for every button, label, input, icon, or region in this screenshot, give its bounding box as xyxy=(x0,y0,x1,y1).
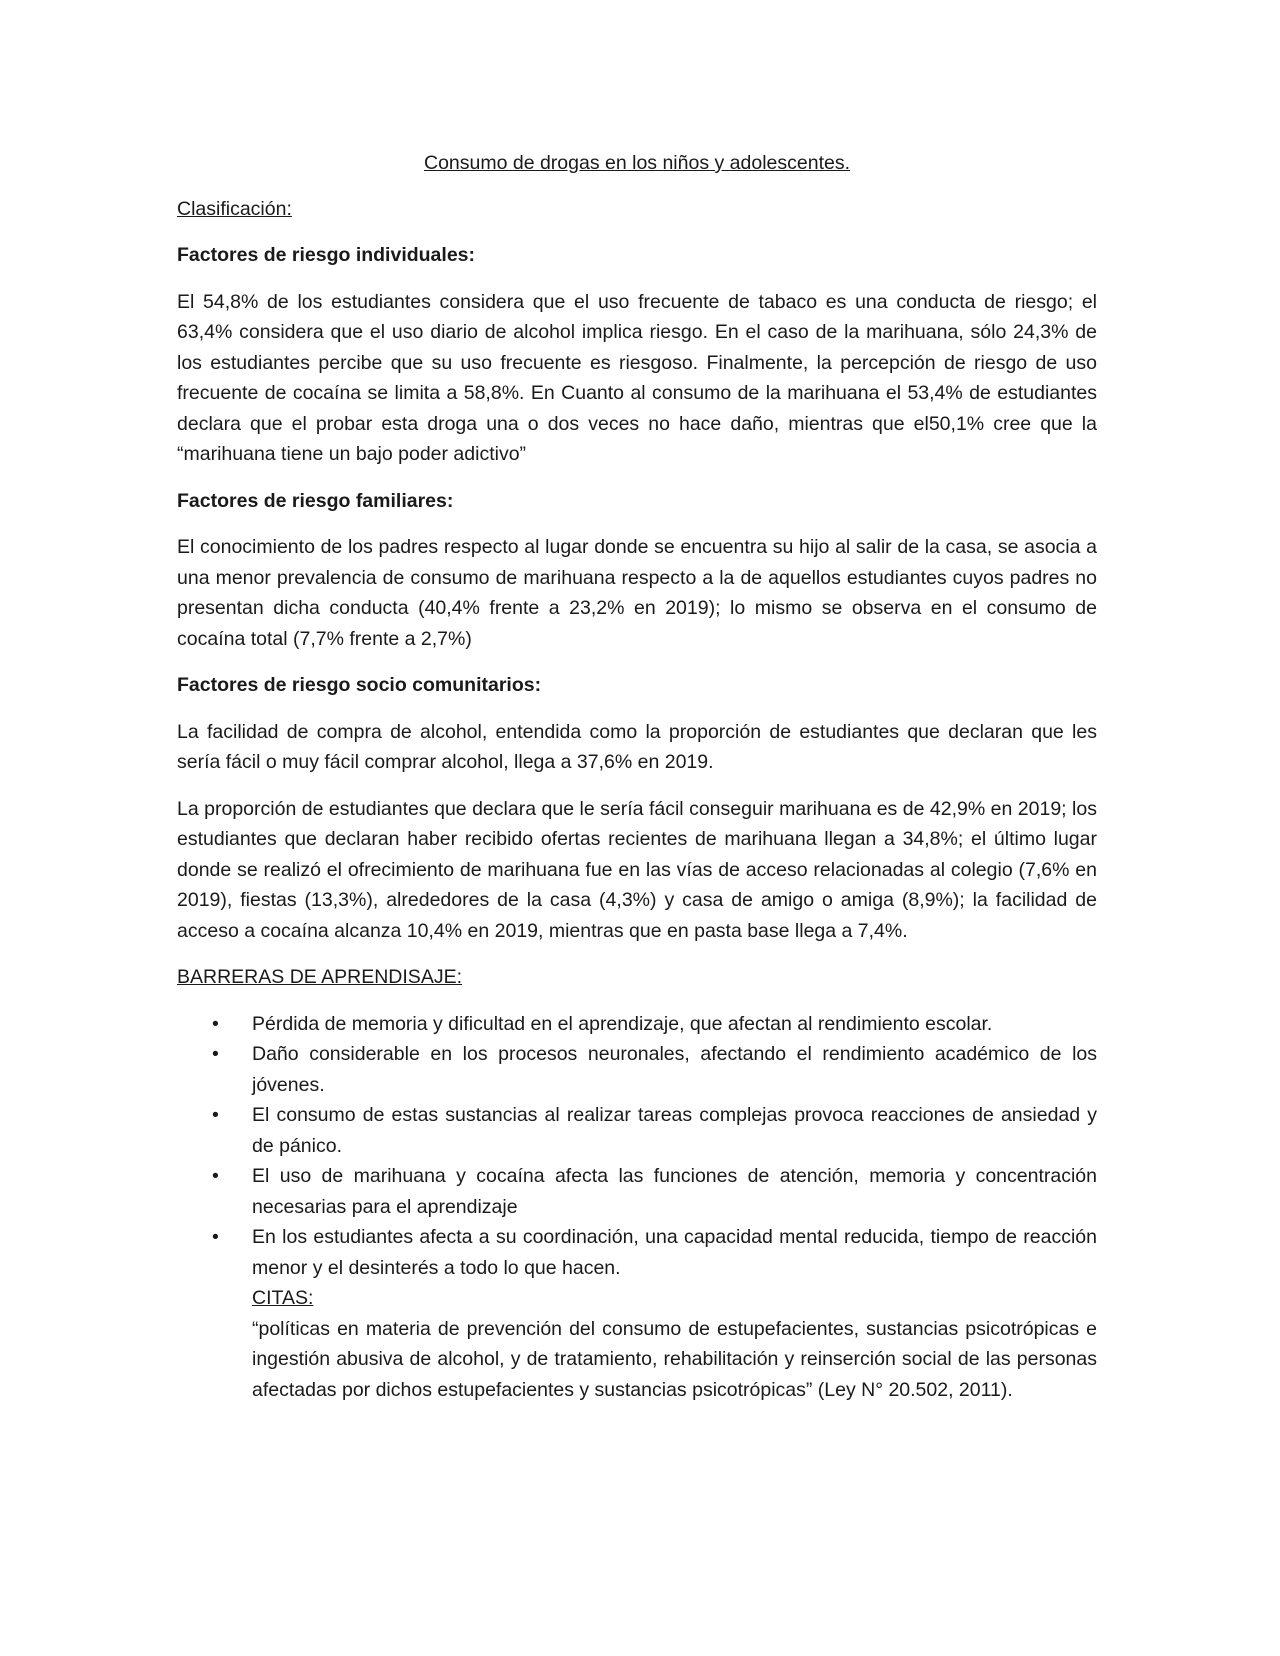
section-heading-community: Factores de riesgo socio comunitarios: xyxy=(177,674,542,696)
barriers-list xyxy=(177,1009,1097,1284)
bullet-icon: • xyxy=(212,1165,219,1187)
bullet-icon: • xyxy=(212,1226,219,1248)
list-item-text: Daño considerable en los procesos neuronales, afectando el rendimiento académico de los jóvenes. xyxy=(252,1043,1097,1096)
citations-block xyxy=(177,1283,1097,1405)
paragraph-community-alcohol: La facilidad de compra de alcohol, entendida como la proporción de estudiantes que declaran que les sería fácil o muy fácil comprar alcohol, llega a 37,6% en 2019. xyxy=(177,720,1097,773)
bullet-icon: • xyxy=(212,1043,219,1065)
citations-quote: “políticas en materia de prevención del consumo de estupefacientes, sustancias psicotrópicas e ingestión abusiva de alcohol, y de tratamiento, rehabilitación y reinserción social de las personas afectadas por dichos estupefacientes y sustancias psicotrópicas” (Ley N° 20.502, 2011). xyxy=(252,1317,1097,1401)
list-item xyxy=(177,1161,1097,1222)
section-heading-individual: Factores de riesgo individuales: xyxy=(177,244,476,266)
paragraph-individual: El 54,8% de los estudiantes considera que el uso frecuente de tabaco es una conducta de riesgo; el 63,4% considera que el uso diario de alcohol implica riesgo. En el caso de la marihuana, sólo 24,3% de los estudiantes percibe que su uso frecuente es riesgoso. Finalmente, la percepción de riesgo de uso frecuente de cocaína se limita a 58,8%. En Cuanto al consumo de la marihuana el 53,4% de estudiantes declara que el probar esta droga una o dos veces no hace daño, mientras que el50,1% cree que la “marihuana tiene un bajo poder adictivo” xyxy=(177,290,1097,465)
section-heading-family: Factores de riesgo familiares: xyxy=(177,489,454,512)
paragraph-community-marihuana: La proporción de estudiantes que declara que le sería fácil conseguir marihuana es de 42,9% en 2019; los estudiantes que declaran haber recibido ofertas recientes de marihuana llegan a 34,8%; el último lugar donde se realizó el ofrecimiento de marihuana fue en las vías de acceso relacionadas al colegio (7,6% en 2019), fiestas (13,3%), alrededores de la casa (4,3%) y casa de amigo o amiga (8,9%); la facilidad de acceso a cocaína alcanza 10,4% en 2019, mientras que en pasta base llega a 7,4%. xyxy=(177,797,1097,942)
paragraph-family: El conocimiento de los padres respecto al lugar donde se encuentra su hijo al salir de la casa, se asocia a una menor prevalencia de consumo de marihuana respecto a la de aquellos estudiantes cuyos padres no presentan dicha conducta (40,4% frente a 23,2% en 2019); lo mismo se observa en el consumo de cocaína total (7,7% frente a 2,7%) xyxy=(177,536,1097,650)
bullet-icon: • xyxy=(212,1012,219,1035)
document-page xyxy=(177,148,1097,1405)
classification-label: Clasificación: xyxy=(177,197,292,220)
citations-label: CITAS: xyxy=(252,1287,314,1309)
document-title: Consumo de drogas en los niños y adolescentes. xyxy=(423,152,850,174)
list-item xyxy=(177,1222,1097,1283)
list-item-text: Pérdida de memoria y dificultad en el aprendizaje, que afectan al rendimiento escolar. xyxy=(252,1012,993,1035)
list-item xyxy=(177,1100,1097,1161)
list-item-text: El uso de marihuana y cocaína afecta las funciones de atención, memoria y concentración necesarias para el aprendizaje xyxy=(252,1165,1097,1218)
list-item-text: El consumo de estas sustancias al realizar tareas complejas provoca reacciones de ansiedad y de pánico. xyxy=(252,1104,1097,1157)
bullet-icon: • xyxy=(212,1104,219,1126)
list-item-text: En los estudiantes afecta a su coordinación, una capacidad mental reducida, tiempo de reacción menor y el desinterés a todo lo que hacen. xyxy=(252,1226,1097,1279)
list-item xyxy=(177,1009,1097,1040)
list-item xyxy=(177,1039,1097,1100)
barriers-heading: BARRERAS DE APRENDISAJE: xyxy=(177,966,462,988)
